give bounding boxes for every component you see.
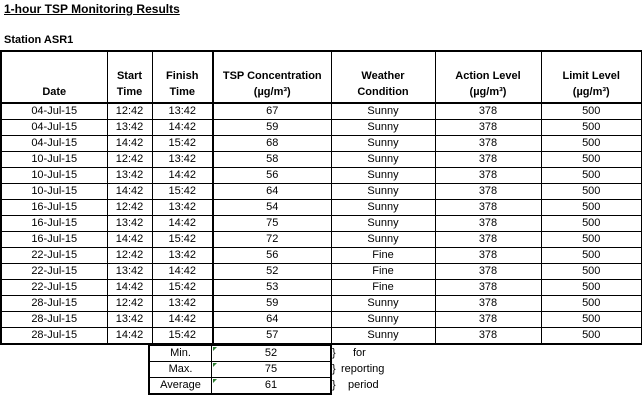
weather-cell: Sunny (331, 232, 435, 248)
weather-cell: Fine (331, 264, 435, 280)
table-row (1, 296, 642, 312)
action-level-cell: 378 (435, 264, 541, 280)
start-time-cell: 13:42 (107, 216, 152, 232)
action-level-cell: 378 (435, 184, 541, 200)
header-action-level: Action Level (µg/m³) (435, 51, 541, 103)
note-brace: } (332, 379, 336, 391)
start-time-cell: 12:42 (107, 248, 152, 264)
note-brace: } (332, 363, 336, 375)
date-cell: 10-Jul-15 (1, 184, 107, 200)
action-level-cell: 378 (435, 152, 541, 168)
action-level-cell: 378 (435, 216, 541, 232)
action-level-cell: 378 (435, 120, 541, 136)
finish-time-cell: 13:42 (152, 200, 213, 216)
finish-time-cell: 15:42 (152, 328, 213, 345)
limit-level-cell: 500 (541, 248, 642, 264)
note-line-for: for (353, 347, 366, 359)
summary-row-max (149, 362, 331, 378)
date-cell: 10-Jul-15 (1, 152, 107, 168)
table-row (1, 280, 642, 296)
action-level-cell: 378 (435, 248, 541, 264)
table-row (1, 312, 642, 328)
limit-level-cell: 500 (541, 216, 642, 232)
report-title: 1-hour TSP Monitoring Results (4, 2, 180, 16)
weather-cell: Sunny (331, 216, 435, 232)
date-cell: 04-Jul-15 (1, 103, 107, 120)
action-level-cell: 378 (435, 296, 541, 312)
table-row (1, 328, 642, 345)
finish-time-cell: 14:42 (152, 312, 213, 328)
weather-cell: Sunny (331, 152, 435, 168)
date-cell: 10-Jul-15 (1, 168, 107, 184)
finish-time-cell: 14:42 (152, 216, 213, 232)
table-row (1, 232, 642, 248)
table-row (1, 248, 642, 264)
finish-time-cell: 13:42 (152, 103, 213, 120)
tsp-cell: 57 (213, 328, 331, 345)
start-time-cell: 13:42 (107, 168, 152, 184)
action-level-cell: 378 (435, 136, 541, 152)
date-cell: 16-Jul-15 (1, 216, 107, 232)
limit-level-cell: 500 (541, 152, 642, 168)
weather-cell: Sunny (331, 103, 435, 120)
date-cell: 04-Jul-15 (1, 136, 107, 152)
header-finish-time: Finish Time (152, 51, 213, 103)
action-level-cell: 378 (435, 168, 541, 184)
weather-cell: Sunny (331, 200, 435, 216)
tsp-cell: 59 (213, 296, 331, 312)
date-cell: 28-Jul-15 (1, 312, 107, 328)
table-row (1, 103, 642, 120)
limit-level-cell: 500 (541, 312, 642, 328)
note-line-period: period (348, 379, 379, 391)
summary-table (148, 345, 332, 395)
table-row (1, 200, 642, 216)
results-table (0, 50, 642, 345)
header-row (1, 51, 642, 103)
tsp-cell: 75 (213, 216, 331, 232)
note-brace: } (332, 347, 336, 359)
weather-cell: Sunny (331, 328, 435, 345)
table-row (1, 136, 642, 152)
finish-time-cell: 13:42 (152, 296, 213, 312)
start-time-cell: 14:42 (107, 136, 152, 152)
tsp-cell: 68 (213, 136, 331, 152)
tsp-cell: 59 (213, 120, 331, 136)
limit-level-cell: 500 (541, 120, 642, 136)
station-label: Station ASR1 (4, 34, 74, 46)
start-time-cell: 14:42 (107, 328, 152, 345)
table-row (1, 168, 642, 184)
start-time-cell: 14:42 (107, 280, 152, 296)
action-level-cell: 378 (435, 103, 541, 120)
summary-label: Max. (149, 362, 212, 378)
header-date: Date (1, 51, 107, 103)
action-level-cell: 378 (435, 280, 541, 296)
finish-time-cell: 14:42 (152, 264, 213, 280)
summary-label: Average (149, 378, 212, 395)
action-level-cell: 378 (435, 312, 541, 328)
header-limit-level: Limit Level (µg/m³) (541, 51, 642, 103)
date-cell: 28-Jul-15 (1, 328, 107, 345)
start-time-cell: 12:42 (107, 296, 152, 312)
weather-cell: Sunny (331, 312, 435, 328)
table-row (1, 216, 642, 232)
tsp-cell: 56 (213, 248, 331, 264)
date-cell: 16-Jul-15 (1, 200, 107, 216)
tsp-cell: 53 (213, 280, 331, 296)
tsp-cell: 64 (213, 184, 331, 200)
tsp-cell: 72 (213, 232, 331, 248)
finish-time-cell: 13:42 (152, 152, 213, 168)
action-level-cell: 378 (435, 328, 541, 345)
finish-time-cell: 14:42 (152, 120, 213, 136)
note-line-reporting: reporting (341, 363, 385, 375)
limit-level-cell: 500 (541, 232, 642, 248)
cell-marker-icon (213, 347, 217, 351)
date-cell: 22-Jul-15 (1, 248, 107, 264)
header-start-time: Start Time (107, 51, 152, 103)
weather-cell: Sunny (331, 120, 435, 136)
limit-level-cell: 500 (541, 264, 642, 280)
finish-time-cell: 15:42 (152, 184, 213, 200)
tsp-cell: 52 (213, 264, 331, 280)
date-cell: 28-Jul-15 (1, 296, 107, 312)
summary-row-min (149, 346, 331, 362)
start-time-cell: 13:42 (107, 312, 152, 328)
start-time-cell: 14:42 (107, 184, 152, 200)
limit-level-cell: 500 (541, 328, 642, 345)
action-level-cell: 378 (435, 200, 541, 216)
summary-label: Min. (149, 346, 212, 362)
start-time-cell: 13:42 (107, 264, 152, 280)
summary-value: 52 (212, 346, 332, 362)
summary-value: 75 (212, 362, 332, 378)
weather-cell: Sunny (331, 184, 435, 200)
start-time-cell: 12:42 (107, 200, 152, 216)
date-cell: 16-Jul-15 (1, 232, 107, 248)
weather-cell: Sunny (331, 296, 435, 312)
tsp-cell: 67 (213, 103, 331, 120)
limit-level-cell: 500 (541, 280, 642, 296)
date-cell: 22-Jul-15 (1, 280, 107, 296)
weather-cell: Sunny (331, 136, 435, 152)
summary-value: 61 (212, 378, 332, 395)
summary-row-average (149, 378, 331, 395)
limit-level-cell: 500 (541, 168, 642, 184)
start-time-cell: 12:42 (107, 103, 152, 120)
tsp-cell: 64 (213, 312, 331, 328)
finish-time-cell: 14:42 (152, 168, 213, 184)
limit-level-cell: 500 (541, 200, 642, 216)
table-row (1, 120, 642, 136)
table-row (1, 264, 642, 280)
action-level-cell: 378 (435, 232, 541, 248)
header-tsp-concentration: TSP Concentration (µg/m³) (213, 51, 331, 103)
header-weather-condition: Weather Condition (331, 51, 435, 103)
limit-level-cell: 500 (541, 296, 642, 312)
date-cell: 22-Jul-15 (1, 264, 107, 280)
finish-time-cell: 15:42 (152, 280, 213, 296)
tsp-cell: 56 (213, 168, 331, 184)
date-cell: 04-Jul-15 (1, 120, 107, 136)
cell-marker-icon (213, 379, 217, 383)
table-row (1, 152, 642, 168)
limit-level-cell: 500 (541, 103, 642, 120)
cell-marker-icon (213, 363, 217, 367)
tsp-cell: 58 (213, 152, 331, 168)
limit-level-cell: 500 (541, 136, 642, 152)
finish-time-cell: 13:42 (152, 248, 213, 264)
start-time-cell: 13:42 (107, 120, 152, 136)
weather-cell: Sunny (331, 168, 435, 184)
weather-cell: Fine (331, 280, 435, 296)
finish-time-cell: 15:42 (152, 136, 213, 152)
weather-cell: Fine (331, 248, 435, 264)
start-time-cell: 12:42 (107, 152, 152, 168)
limit-level-cell: 500 (541, 184, 642, 200)
table-row (1, 184, 642, 200)
start-time-cell: 14:42 (107, 232, 152, 248)
finish-time-cell: 15:42 (152, 232, 213, 248)
tsp-cell: 54 (213, 200, 331, 216)
